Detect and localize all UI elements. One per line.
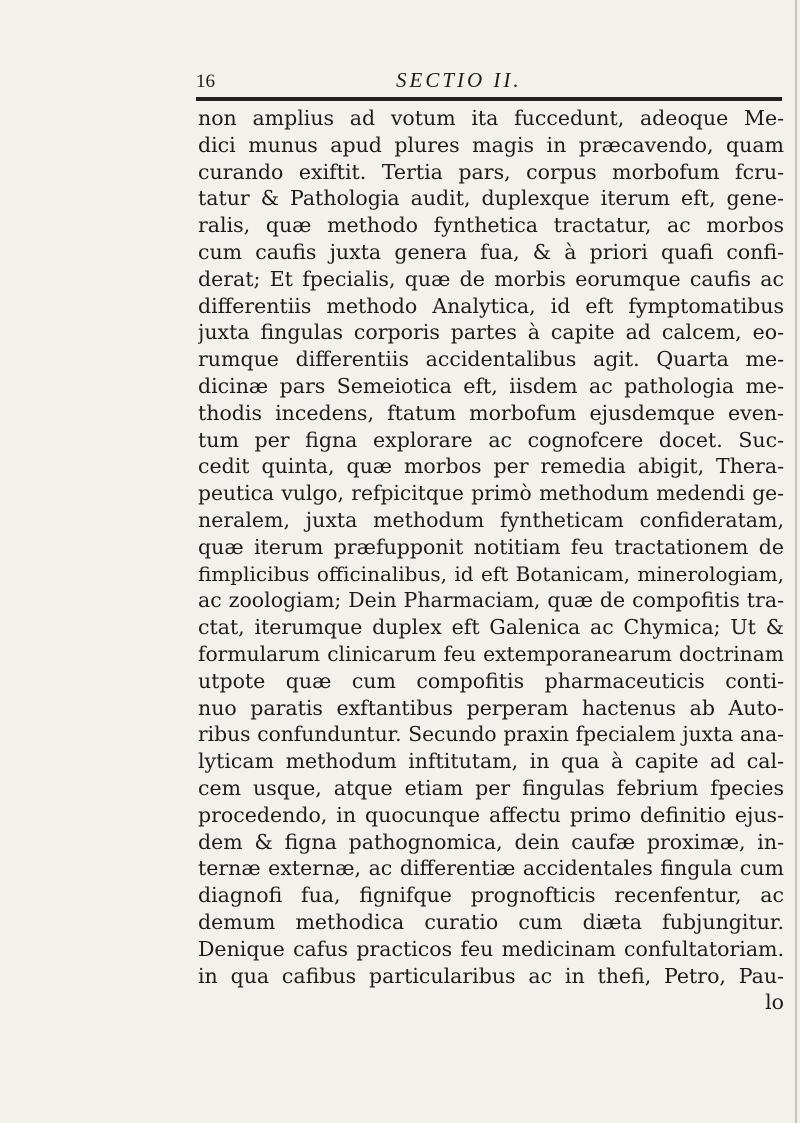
text-line: dici munus apud plures magis in præcavendo, quam: [198, 132, 784, 157]
page-header: [196, 67, 781, 91]
text-line: curando exiftit. Tertia pars, corpus morbofum fcru-: [198, 159, 784, 184]
text-line: utpote quæ cum compofitis pharmaceuticis conti-: [198, 668, 784, 693]
text-line: fimplicibus officinalibus, id eft Botanicam, minerologiam,: [198, 561, 784, 586]
text-line: neralem, juxta methodum fyntheticam confideratam,: [198, 507, 784, 532]
text-line: dem & figna pathognomica, dein caufæ proximæ, in-: [198, 829, 784, 854]
text-line: peutica vulgo, refpicitque primò methodum medendi ge-: [198, 481, 784, 506]
text-line: Denique cafus practicos feu medicinam confultatoriam.: [198, 936, 784, 961]
text-line: differentiis methodo Analytica, id eft fymptomatibus: [198, 293, 784, 318]
text-line: ternæ externæ, ac differentiæ accidentales fingula cum: [198, 856, 784, 881]
text-line: non amplius ad votum ita fuccedunt, adeoque Me-: [198, 106, 784, 130]
text-line: ac zoologiam; Dein Pharmaciam, quæ de compofitis tra-: [198, 588, 784, 613]
text-line: cem usque, atque etiam per fingulas febrium fpecies: [198, 775, 784, 800]
text-line: dicinæ pars Semeiotica eft, iisdem ac pathologia me-: [198, 373, 784, 398]
body-text: [198, 105, 784, 1016]
text-line: in qua cafibus particularibus ac in thefi, Petro, Pau-: [198, 963, 784, 988]
text-line: nuo paratis exftantibus perperam hactenus ab Auto-: [198, 695, 784, 720]
text-line: ribus confunduntur. Secundo praxin fpecialem juxta ana-: [198, 722, 784, 747]
text-line: tum per figna explorare ac cognofcere docet. Suc-: [198, 427, 784, 452]
page-number: 16: [196, 71, 215, 92]
text-line: formularum clinicarum feu extemporanearum doctrinam: [198, 641, 784, 666]
catchword-line: lo: [765, 990, 784, 1015]
running-head: SECTIO II.: [396, 68, 522, 92]
text-line: derat; Et fpecialis, quæ de morbis eorumque caufis ac: [198, 266, 784, 291]
text-line: lyticam methodum inftitutam, in qua à capite ad cal-: [198, 749, 784, 774]
header-rule: [196, 97, 782, 101]
text-line: ralis, quæ methodo fynthetica tractatur, ac morbos: [198, 213, 784, 238]
page-edge: [795, 0, 797, 1123]
text-line: thodis incedens, ftatum morbofum ejusdemque even-: [198, 400, 784, 425]
text-line: cedit quinta, quæ morbos per remedia abigit, Thera-: [198, 454, 784, 479]
text-line: juxta fingulas corporis partes à capite ad calcem, eo-: [198, 320, 784, 345]
text-line: tatur & Pathologia audit, duplexque iterum eft, gene-: [198, 186, 784, 211]
text-line: quæ iterum præfupponit notitiam feu tractationem de: [198, 534, 784, 559]
text-line: demum methodica curatio cum diæta fubjungitur.: [198, 909, 784, 934]
text-line: rumque differentiis accidentalibus agit. Quarta me-: [198, 347, 784, 372]
text-line: ctat, iterumque duplex eft Galenica ac Chymica; Ut &: [198, 615, 784, 640]
text-line: cum caufis juxta genera fua, & à priori quafi confi-: [198, 239, 784, 264]
text-line: diagnofi fua, fignifque prognofticis recenfentur, ac: [198, 883, 784, 908]
text-line: procedendo, in quocunque affectu primo definitio ejus-: [198, 802, 784, 827]
